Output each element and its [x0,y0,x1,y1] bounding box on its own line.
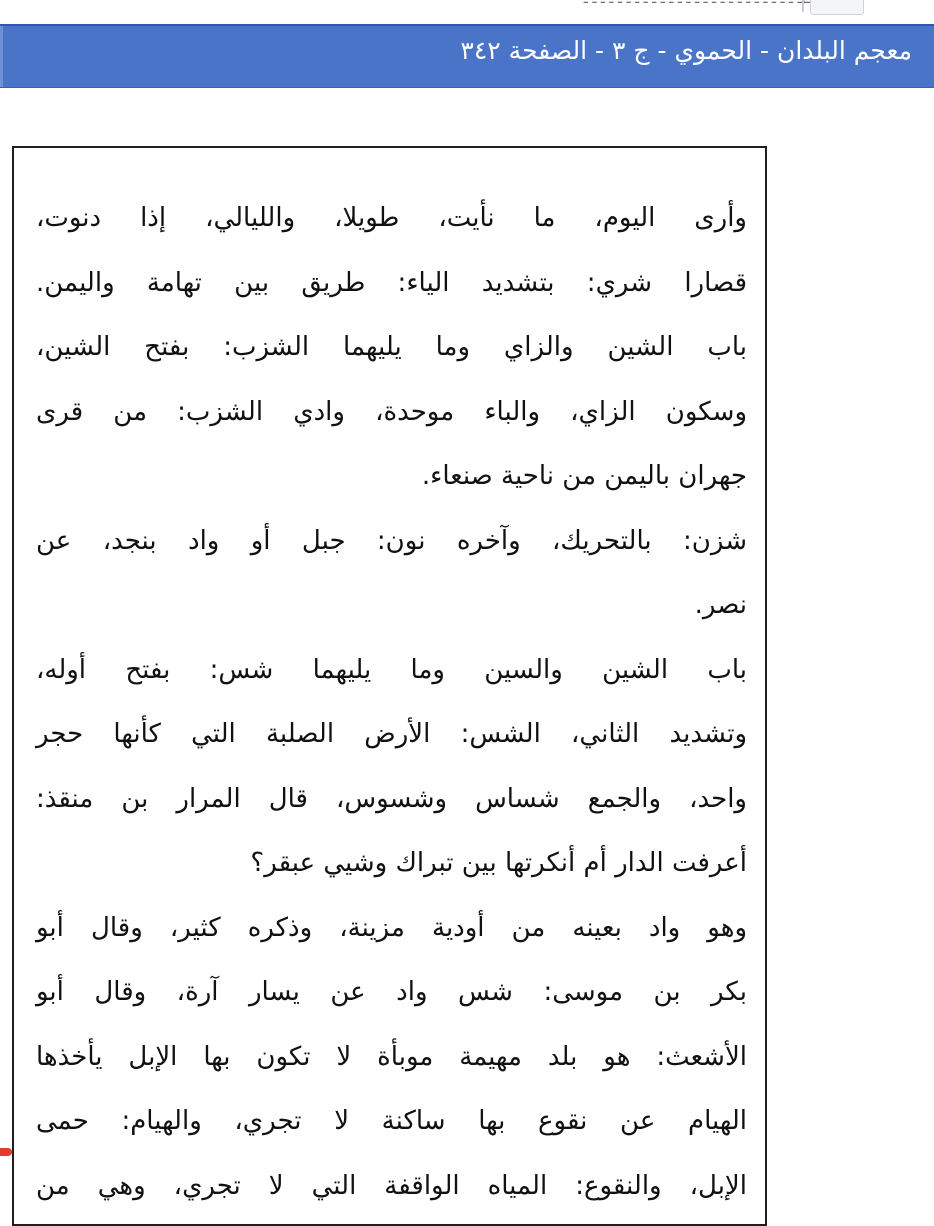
page-text-body [36,186,747,1218]
text-line: جهران باليمن من ناحية صنعاء. [421,461,747,491]
text-line: الأشعث: هو بلد مهيمة موبأة لا تكون بها الإبل يأخذها [36,1041,747,1072]
toolbar-tab-stub[interactable] [810,0,864,15]
text-line: واحد، والجمع شساس وشسوس، قال المرار بن منقذ: [36,783,747,814]
text-line: وهو واد بعينه من أودية مزينة، وذكره كثير، وقال أبو [36,912,747,943]
text-line: باب الشين والزاي وما يليهما الشزب: بفتح الشين، [36,332,747,362]
cut-off-heading-text [30,0,810,9]
text-line: باب الشين والسين وما يليهما شس: بفتح أوله، [36,654,747,685]
top-strip [0,0,934,22]
text-line: قصارا شري: بتشديد الياء: طريق بين تهامة واليمن. [36,267,747,298]
scanned-page-box [12,146,767,1226]
title-bar-edge [0,26,3,87]
page-title-bar [0,24,934,88]
text-line: وسكون الزاي، والباء موحدة، وادي الشزب: من قرى [36,396,747,427]
text-line: بكر بن موسى: شس واد عن يسار آرة، وقال أبو [36,977,747,1007]
text-line: وتشديد الثاني، الشس: الأرض الصلبة التي كأنها حجر [36,719,747,749]
page-title: معجم البلدان - الحموي - ج ٣ - الصفحة ٣٤٢ [460,36,912,65]
toolbar-divider [802,0,804,12]
text-line: الهيام عن نقوع بها ساكنة لا تجري، والهيام: حمى [36,1106,747,1136]
red-annotation-marker [0,1148,12,1156]
text-line: شزن: بالتحريك، وآخره نون: جبل أو واد بنجد، عن [36,525,747,556]
text-line: وأرى اليوم، ما نأيت، طويلا، والليالي، إذا دنوت، [36,203,747,233]
text-line: نصر. [694,590,747,620]
text-line: الإبل، والنقوع: المياه الواقفة التي لا تجري، وهي من [36,1170,747,1201]
text-line: أعرفت الدار أم أنكرتها بين تبراك وشيي عبقر؟ [250,848,747,878]
right-margin-area [767,88,934,1200]
